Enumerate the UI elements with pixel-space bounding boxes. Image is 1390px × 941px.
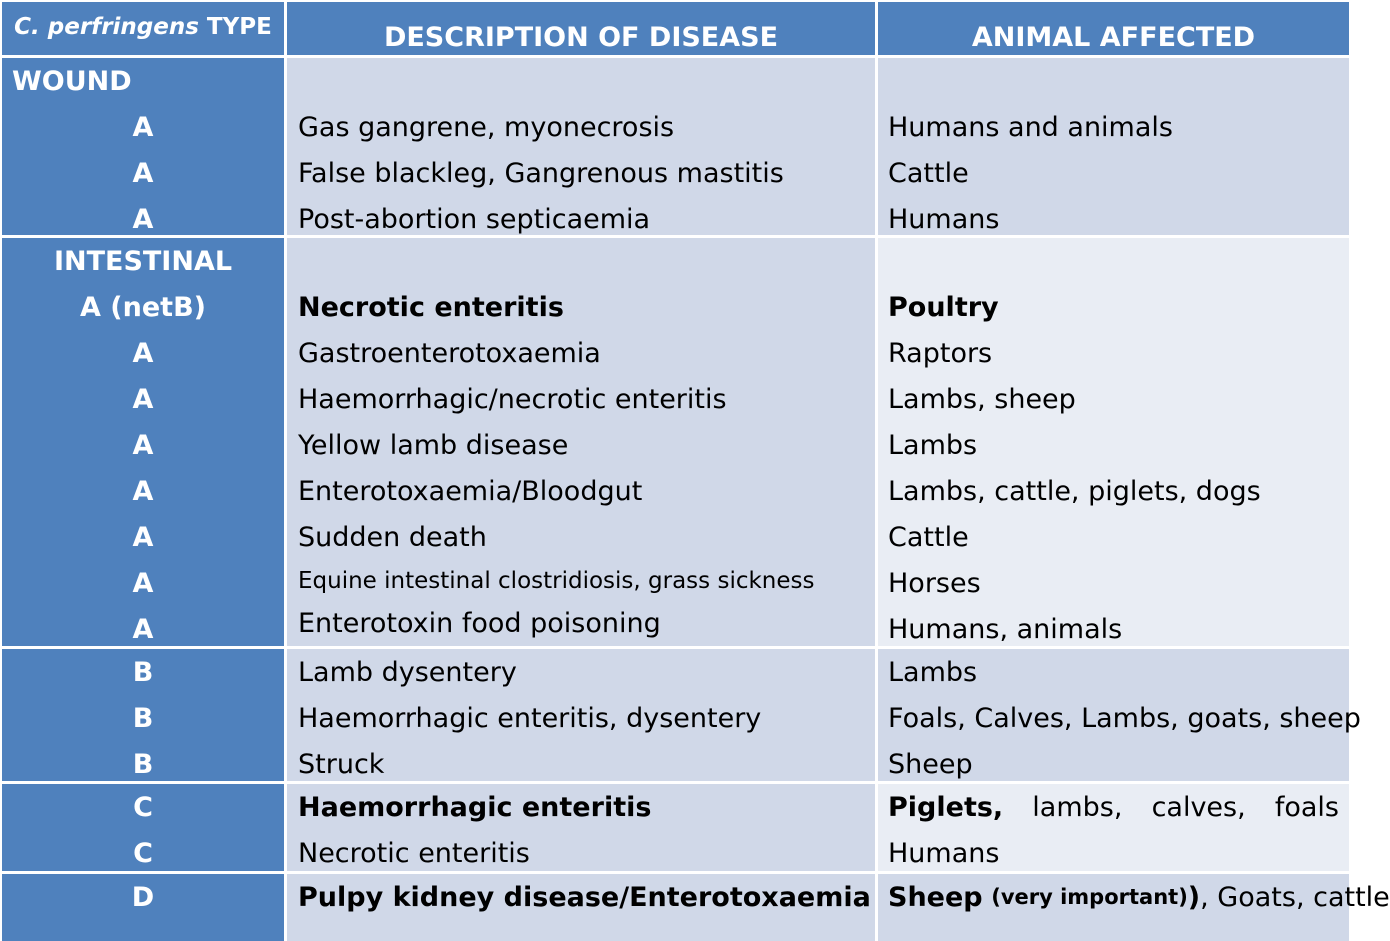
- animal-close: ): [1187, 881, 1201, 913]
- description-cell: Struck: [298, 748, 385, 780]
- type-cell: A: [132, 157, 154, 189]
- animal-bold: Sheep: [888, 881, 983, 913]
- header-description: DESCRIPTION OF DISEASE: [287, 2, 875, 55]
- animal-cell: Lambs: [888, 429, 978, 461]
- description-cell: Enterotoxaemia/Bloodgut: [298, 475, 643, 507]
- description-cell: Haemorrhagic enteritis, dysentery: [298, 702, 762, 734]
- animal-rest: , Goats, cattle: [1200, 881, 1390, 913]
- animal-cell: Raptors: [888, 337, 993, 369]
- type-cell: A: [132, 613, 154, 645]
- group-type-b: [2, 649, 1361, 781]
- animal-cell: Cattle: [888, 157, 969, 189]
- animal-cell: Humans and animals: [888, 111, 1173, 143]
- description-cell: Enterotoxin food poisoning: [298, 607, 661, 639]
- type-cell: A: [132, 567, 154, 599]
- type-cell: A: [132, 111, 154, 143]
- header-type-label: TYPE: [198, 13, 272, 40]
- animal-cell: Humans: [888, 837, 1000, 869]
- type-cell: C: [133, 791, 153, 823]
- animal-cell: Horses: [888, 567, 981, 599]
- description-cell: Necrotic enteritis: [298, 291, 564, 323]
- description-cell: Sudden death: [298, 521, 487, 553]
- type-cell: A: [132, 337, 154, 369]
- type-cell: A: [132, 521, 154, 553]
- type-cell: A (netB): [80, 291, 206, 323]
- header-type: [2, 2, 284, 55]
- type-cell: B: [132, 656, 154, 688]
- animal-word: calves,: [1151, 791, 1246, 823]
- header-animal: ANIMAL AFFECTED: [878, 2, 1349, 55]
- description-cell: Gas gangrene, myonecrosis: [298, 111, 675, 143]
- animal-word: lambs,: [1032, 791, 1123, 823]
- type-cell: B: [132, 748, 154, 780]
- group-label-wound: WOUND: [12, 65, 132, 97]
- description-cell: Haemorrhagic enteritis: [298, 791, 652, 823]
- animal-cell: [878, 874, 1390, 920]
- header-species: C. perfringens: [14, 13, 199, 40]
- animal-bold: Piglets,: [888, 791, 1004, 823]
- type-cell: C: [133, 837, 153, 869]
- description-cell: Necrotic enteritis: [298, 837, 530, 869]
- description-cell: Gastroenterotoxaemia: [298, 337, 601, 369]
- description-cell: Equine intestinal clostridiosis, grass sickness: [298, 568, 815, 594]
- description-cell: Yellow lamb disease: [298, 429, 569, 461]
- animal-note: (very important): [991, 885, 1188, 909]
- group-label-intestinal: INTESTINAL: [53, 245, 233, 277]
- description-cell: Lamb dysentery: [298, 656, 517, 688]
- animal-cell: [878, 784, 1349, 830]
- group-type-d: [2, 874, 1390, 941]
- animal-cell: Foals, Calves, Lambs, goats, sheep: [888, 702, 1361, 734]
- animal-word: foals: [1274, 791, 1339, 823]
- type-cell: B: [132, 702, 154, 734]
- type-cell: A: [132, 475, 154, 507]
- type-cell: A: [132, 383, 154, 415]
- animal-cell: Lambs, cattle, piglets, dogs: [888, 475, 1261, 507]
- type-cell: A: [132, 203, 154, 235]
- description-cell: False blackleg, Gangrenous mastitis: [298, 157, 784, 189]
- animal-cell: Sheep: [888, 748, 973, 780]
- type-cell: D: [131, 881, 155, 913]
- group-intestinal: [2, 238, 1349, 646]
- description-cell: Post-abortion septicaemia: [298, 203, 651, 235]
- animal-cell: Lambs: [888, 656, 978, 688]
- animal-cell: Lambs, sheep: [888, 383, 1076, 415]
- description-cell: Pulpy kidney disease/Enterotoxaemia: [298, 881, 871, 913]
- animal-cell: Humans, animals: [888, 613, 1123, 645]
- animal-cell: Humans: [888, 203, 1000, 235]
- animal-cell: Poultry: [888, 291, 999, 323]
- description-cell: Haemorrhagic/necrotic enteritis: [298, 383, 727, 415]
- group-type-c: [2, 784, 1349, 871]
- group-wound: [2, 58, 1349, 235]
- animal-cell: Cattle: [888, 521, 969, 553]
- type-cell: A: [132, 429, 154, 461]
